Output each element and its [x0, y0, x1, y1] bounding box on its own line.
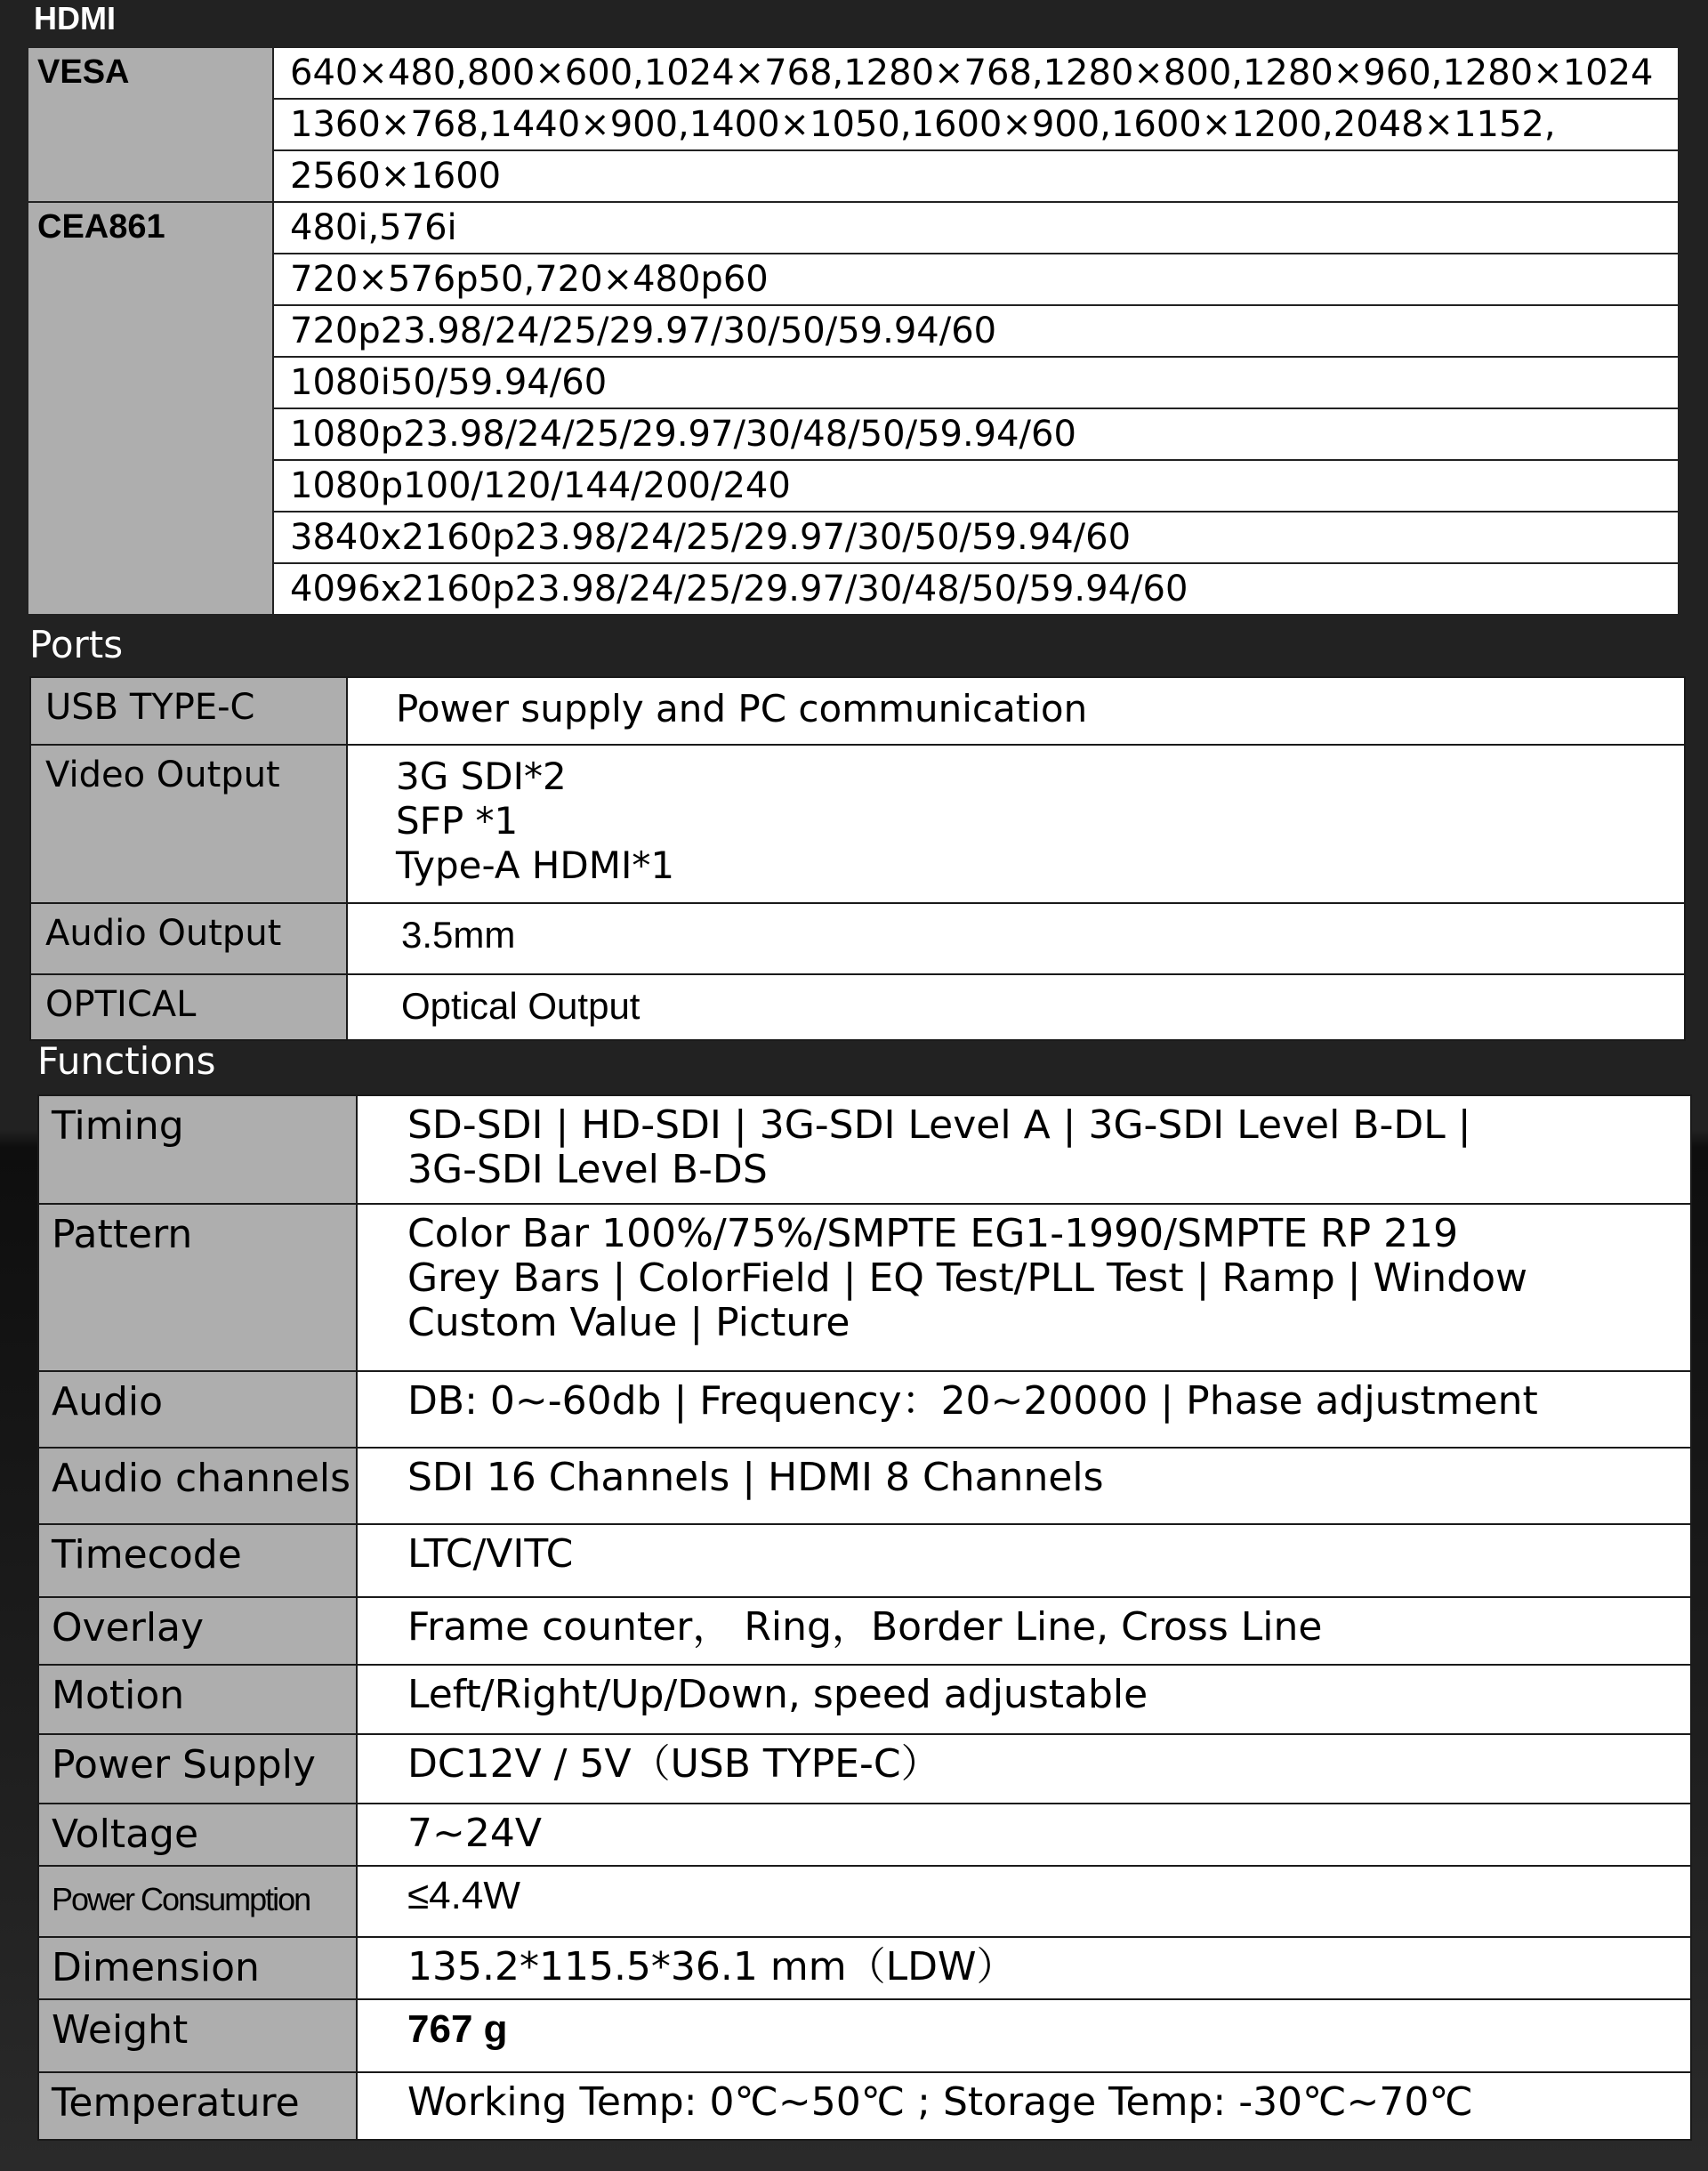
function-value-line: ≤4.4W	[407, 1874, 520, 1917]
cea861-label: CEA861	[28, 202, 273, 615]
function-label: Voltage	[38, 1804, 357, 1866]
function-value-line: Color Bar 100%/75%/SMPTE EG1-1990/SMPTE RP 219	[407, 1211, 1459, 1256]
function-value	[357, 2072, 1691, 2140]
port-label: Audio Output	[30, 903, 347, 974]
table-row	[28, 150, 1679, 202]
function-label: Motion	[38, 1665, 357, 1734]
table-row	[38, 1734, 1691, 1804]
function-label: Temperature	[38, 2072, 357, 2140]
table-row	[38, 2072, 1691, 2140]
port-value-line: Power supply and PC communication	[396, 687, 1088, 730]
table-row	[38, 1095, 1691, 1204]
cea861-value: 1080i50/59.94/60	[273, 357, 1679, 408]
function-label: Power Consumption	[38, 1866, 357, 1937]
function-value	[357, 1866, 1691, 1937]
function-value	[357, 1371, 1691, 1448]
function-label: Power Supply	[38, 1734, 357, 1804]
function-value	[357, 1734, 1691, 1804]
ports-spec-table	[29, 676, 1686, 1041]
port-value-line: SFP *1	[396, 799, 519, 843]
cea861-value: 480i,576i	[273, 202, 1679, 254]
table-row	[28, 357, 1679, 408]
cea861-value: 720×576p50,720×480p60	[273, 254, 1679, 305]
port-value-line: Type-A HDMI*1	[396, 843, 675, 887]
function-label: Audio	[38, 1371, 357, 1448]
table-row	[38, 1448, 1691, 1524]
function-value	[357, 1204, 1691, 1371]
function-value-line: Working Temp: 0℃~50℃ ; Storage Temp: -30℃~70℃	[407, 2079, 1473, 2125]
port-value-line: 3.5mm	[401, 914, 516, 956]
port-value	[347, 974, 1685, 1040]
function-value-line: Left/Right/Up/Down, speed adjustable	[407, 1672, 1148, 1717]
vesa-value: 2560×1600	[273, 150, 1679, 202]
table-row	[28, 202, 1679, 254]
table-row	[30, 745, 1685, 903]
function-value-line: Frame counter， Ring，Border Line, Cross Line	[407, 1604, 1323, 1650]
cea861-value: 720p23.98/24/25/29.97/30/50/59.94/60	[273, 305, 1679, 357]
function-label: Timing	[38, 1095, 357, 1204]
hdmi-section-title: HDMI	[34, 0, 116, 36]
table-row	[28, 47, 1679, 99]
function-value	[357, 1597, 1691, 1665]
table-row	[38, 1371, 1691, 1448]
function-value	[357, 1095, 1691, 1204]
function-label: Timecode	[38, 1524, 357, 1597]
port-value	[347, 677, 1685, 745]
cea861-value: 1080p100/120/144/200/240	[273, 460, 1679, 512]
table-row	[38, 1597, 1691, 1665]
port-value-line: Optical Output	[401, 985, 640, 1027]
table-row	[38, 1665, 1691, 1734]
cea861-value: 3840x2160p23.98/24/25/29.97/30/50/59.94/60	[273, 512, 1679, 563]
cea861-value: 1080p23.98/24/25/29.97/30/48/50/59.94/60	[273, 408, 1679, 460]
function-value	[357, 1524, 1691, 1597]
functions-spec-table	[37, 1094, 1692, 2141]
function-value-line: Grey Bars | ColorField | EQ Test/PLL Test | Ramp | Window	[407, 1255, 1528, 1301]
function-value-line: 7~24V	[407, 1811, 542, 1856]
function-value-line: 135.2*115.5*36.1 mm（LDW）	[407, 1944, 1016, 1989]
table-row	[38, 1524, 1691, 1597]
function-value-line: 3G-SDI Level B-DS	[407, 1147, 768, 1192]
function-value	[357, 1448, 1691, 1524]
hdmi-spec-table	[27, 46, 1680, 616]
table-row	[38, 1866, 1691, 1937]
function-value-line: DC12V / 5V（USB TYPE-C）	[407, 1741, 940, 1787]
table-row	[30, 677, 1685, 745]
port-label: OPTICAL	[30, 974, 347, 1040]
table-row	[30, 974, 1685, 1040]
table-row	[38, 1937, 1691, 1999]
function-value-line: SD-SDI | HD-SDI | 3G-SDI Level A | 3G-SDI Level B-DL |	[407, 1102, 1471, 1148]
table-row	[28, 305, 1679, 357]
cea861-value: 4096x2160p23.98/24/25/29.97/30/48/50/59.94/60	[273, 563, 1679, 615]
function-value	[357, 1665, 1691, 1734]
function-value-line: DB: 0~-60db | Frequency：20~20000 | Phase adjustment	[407, 1378, 1538, 1424]
function-value-line: 767 g	[407, 2007, 508, 2051]
port-label: Video Output	[30, 745, 347, 903]
table-row	[30, 903, 1685, 974]
port-label: USB TYPE-C	[30, 677, 347, 745]
table-row	[38, 1999, 1691, 2072]
table-row	[28, 408, 1679, 460]
table-row	[38, 1204, 1691, 1371]
function-value	[357, 1999, 1691, 2072]
function-label: Weight	[38, 1999, 357, 2072]
vesa-label: VESA	[28, 47, 273, 202]
table-row	[28, 254, 1679, 305]
table-row	[28, 563, 1679, 615]
table-row	[28, 512, 1679, 563]
table-row	[28, 99, 1679, 150]
function-value-line: Custom Value | Picture	[407, 1300, 850, 1345]
ports-section-title: Ports	[29, 623, 124, 666]
functions-section-title: Functions	[37, 1039, 216, 1083]
port-value	[347, 745, 1685, 903]
table-row	[38, 1804, 1691, 1866]
table-row	[28, 460, 1679, 512]
port-value	[347, 903, 1685, 974]
function-label: Audio channels	[38, 1448, 357, 1524]
function-value	[357, 1804, 1691, 1866]
function-label: Overlay	[38, 1597, 357, 1665]
function-label: Dimension	[38, 1937, 357, 1999]
port-value-line: 3G SDI*2	[396, 755, 567, 798]
function-label: Pattern	[38, 1204, 357, 1371]
function-value-line: LTC/VITC	[407, 1531, 574, 1577]
function-value-line: SDI 16 Channels | HDMI 8 Channels	[407, 1455, 1104, 1500]
function-value	[357, 1937, 1691, 1999]
vesa-value: 640×480,800×600,1024×768,1280×768,1280×800,1280×960,1280×1024	[273, 47, 1679, 99]
vesa-value: 1360×768,1440×900,1400×1050,1600×900,1600×1200,2048×1152,	[273, 99, 1679, 150]
